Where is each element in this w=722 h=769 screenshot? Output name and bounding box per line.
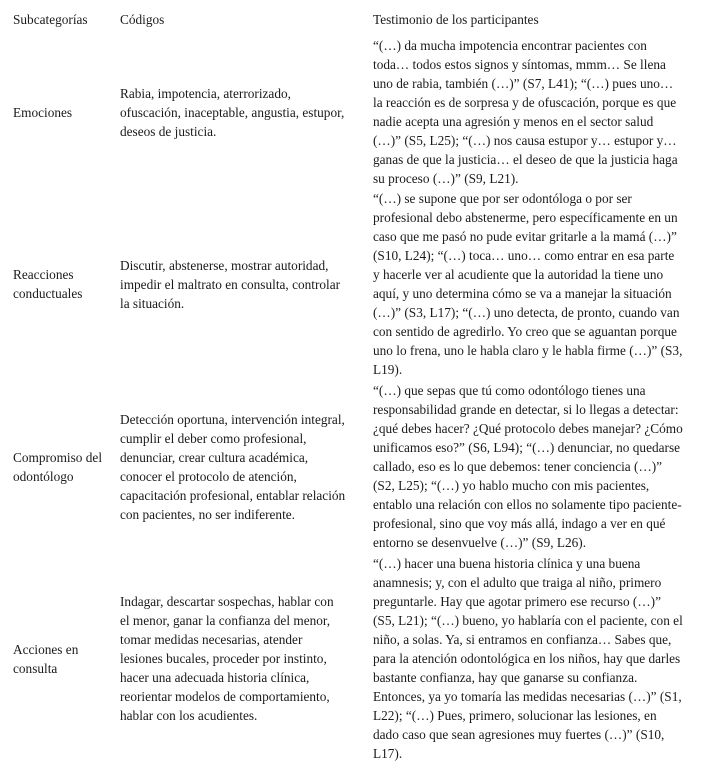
header-codigos: Códigos	[120, 12, 165, 27]
codigos-cell	[120, 554, 370, 763]
table-row	[0, 36, 722, 188]
subcategoria-text: Compromiso del odontólogo	[13, 449, 103, 484]
subcategoria-text: Reacciones conductuales	[13, 267, 83, 301]
codigos-text: Detección oportuna, intervención integral, cumplir el deber como profesional, denunciar, crear cultura académica, conocer el protocolo de atención, capacitación profesional, entablar relación con pacientes, no ser indiferente.	[120, 411, 346, 522]
codigos-cell	[120, 381, 370, 552]
header-testimonio: Testimonio de los participantes	[373, 12, 539, 27]
subcategoria-cell	[13, 381, 118, 552]
table-row	[0, 381, 722, 552]
subcategoria-cell	[13, 554, 118, 763]
codigos-cell	[120, 189, 370, 379]
testimonio-cell: “(…) que sepas que tú como odontólogo tienes una responsabilidad grande en detectar, si lo llegas a detectar: ¿qué debes hacer? ¿Qué protocolo debes manejar? ¿Cómo unificamos eso?” (S6, L94); “(…) denunciar, no quedarse callado, eso es lo que debemos: tener conciencia (…)” (S2, L25); “(…) yo hablo mucho con mis pacientes, entablo una relación con ellos no solamente tipo paciente- profesional, sino que voy más allá, indago a ver en qué entorno se desenvuelve (…)” (S9, L26).	[373, 383, 683, 550]
subcategoria-text: Emociones	[13, 104, 73, 120]
codigos-text: Rabia, impotencia, aterrorizado, ofuscación, inaceptable, angustia, estupor, deseos de justicia.	[120, 85, 345, 139]
table-header	[0, 10, 722, 30]
table-row	[0, 554, 722, 763]
subcategoria-cell	[13, 36, 118, 188]
table-row	[0, 189, 722, 379]
codigos-cell	[120, 36, 370, 188]
subcategoria-cell	[13, 189, 118, 379]
subcategoria-text: Acciones en consulta	[13, 641, 79, 676]
testimonio-cell: “(…) hacer una buena historia clínica y una buena anamnesis; y, con el adulto que traiga al niño, primero preguntarle. Hay que agotar primero ese recurso (…)” (S5, L21); “(…) bueno, yo hablaría con el paciente, con el niño, a solas. Ya, si entramos en confianza… Sabes que, para la atención odontológica en los niños, hay que darles bastante confianza, hay que ganarse su confianza. Entonces, ya yo tomaría las medidas necesarias (…)” (S1, L22); “(…) Pues, primero, solucionar las lesiones, en dado caso que sean agresiones muy fuertes (…)” (S10, L17).	[373, 556, 683, 761]
codigos-text: Discutir, abstenerse, mostrar autoridad, impedir el maltrato en consulta, controlar la situación.	[120, 257, 341, 311]
codigos-text: Indagar, descartar sospechas, hablar con el menor, ganar la confianza del menor, tomar medidas necesarias, atender lesiones bucales, proceder por instinto, hacer una adecuada historia clínica, reorientar modelos de comportamiento, hablar con los acudientes.	[120, 594, 334, 723]
testimonio-cell: “(…) se supone que por ser odontóloga o por ser profesional debo abstenerme, pero específicamente en un caso que me pasó no pude evitar gritarle a la mamá (…)” (S10, L24); “(…) toca… uno… como entrar en esa parte y hacerle ver al acudiente que la autoridad la tiene uno aquí, y uno determina cómo se va a manejar la situación (…)” (S3, L17); “(…) uno detecta, de pronto, cuando van con sentido de agredirlo. Yo creo que se aguantan porque uno lo frena, uno le habla claro y le habla firme (…)” (S3, L19).	[373, 191, 683, 377]
testimonio-cell: “(…) da mucha impotencia encontrar pacientes con toda… todos estos signos y síntomas, mmm… Se llena uno de rabia, también (…)” (S7, L41); “(…) pues uno… la reacción es de sorpresa y de ofuscación, porque es que nadie acepta una agresión y menos en el sector salud (…)” (S5, L25); “(…) nos causa estupor y… estupor y… ganas de que la justicia… el deseo de que la justicia haga su proceso (…)” (S9, L21).	[373, 38, 678, 186]
header-subcategorias: Subcategorías	[13, 12, 88, 27]
